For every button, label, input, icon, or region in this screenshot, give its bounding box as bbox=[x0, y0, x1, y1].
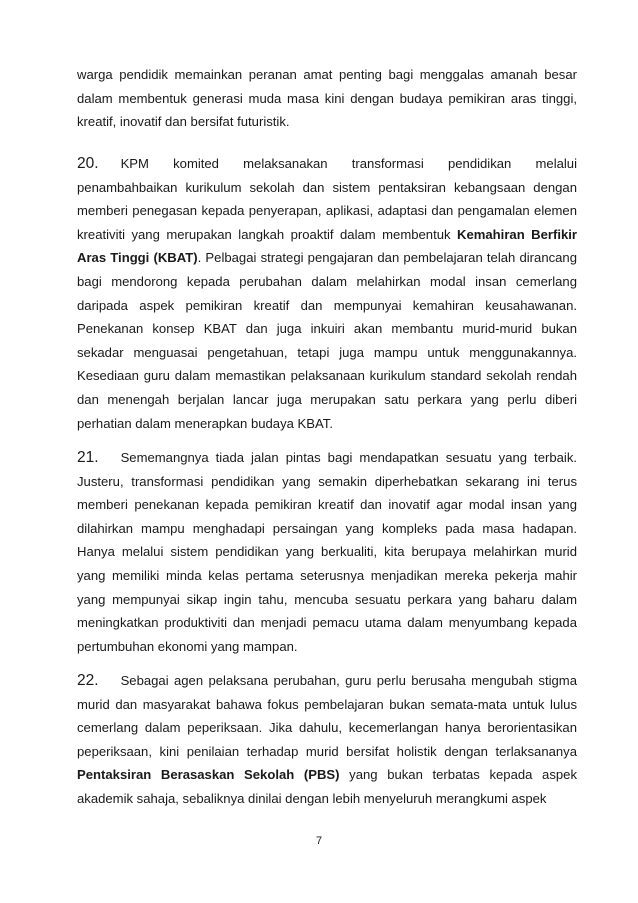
paragraph-21 bbox=[77, 446, 577, 658]
paragraph-22-body bbox=[77, 669, 577, 811]
paragraph-number: 21. bbox=[77, 449, 99, 466]
paragraph-text: Sebagai agen pelaksana perubahan, guru perlu berusaha mengubah stigma murid dan masyarakat bahawa fokus pembelajaran bukan semata-mata untuk lulus cemerlang dalam peperiksaan. Jika dahulu, kecemerlangan hanya berorientasikan peperiksaan, kini penilaian terhadap murid bersifat holistik dengan terlaksananya bbox=[77, 673, 577, 759]
paragraph-text: Sememangnya tiada jalan pintas bagi mendapatkan sesuatu yang terbaik. Justeru, transformasi pendidikan yang semakin diperhebatkan sekarang ini terus memberi penekanan kepada pemikiran kreatif dan inovatif agar modal insan yang dilahirkan mampu menghadapi persaingan yang kompleks pada masa hadapan. Hanya melalui sistem pendidikan yang berkualiti, kita berupaya melahirkan murid yang memiliki minda kelas pertama seterusnya menjadikan mereka pekerja mahir yang mempunyai sikap ingin tahu, mencuba sesuatu perkara yang baharu dalam meningkatkan produktiviti dan menjadi pemacu utama dalam menyumbang kepada pertumbuhan ekonomi yang mampan. bbox=[77, 450, 577, 654]
paragraph-text: yang bukan terbatas kepada aspek akademik sahaja, sebaliknya dinilai dengan lebih menyeluruh merangkumi aspek bbox=[77, 767, 577, 806]
paragraph-20-body bbox=[77, 152, 577, 435]
paragraph-20 bbox=[77, 152, 577, 435]
paragraph-22 bbox=[77, 669, 577, 811]
page-number: 7 bbox=[315, 835, 323, 847]
intro-paragraph bbox=[77, 63, 577, 134]
paragraph-number: 20. bbox=[77, 155, 99, 172]
bold-term-kbat: Kemahiran Berfikir Aras Tinggi (KBAT) bbox=[77, 226, 577, 266]
paragraph-number: 22. bbox=[77, 672, 99, 689]
intro-text: warga pendidik memainkan peranan amat penting bagi menggalas amanah besar dalam membentuk generasi muda masa kini dengan budaya pemikiran aras tinggi, kreatif, inovatif dan bersifat futuristik. bbox=[77, 67, 577, 130]
bold-term-pbs: Pentaksiran Berasaskan Sekolah (PBS) bbox=[77, 767, 340, 783]
paragraph-21-body bbox=[77, 446, 577, 658]
paragraph-text: KPM komited melaksanakan transformasi pendidikan melalui penambahbaikan kurikulum sekolah dan sistem pentaksiran kebangsaan dengan memberi penegasan kepada penyerapan, aplikasi, adaptasi dan pengamalan elemen kreativiti yang merupakan langkah proaktif dalam membentuk bbox=[77, 156, 577, 242]
paragraph-text: . Pelbagai strategi pengajaran dan pembelajaran telah dirancang bagi mendorong kepada perubahan dalam melahirkan modal insan cemerlang daripada aspek pemikiran kreatif dan mempunyai kemahiran keusahawanan. Penekanan konsep KBAT dan juga inkuiri akan membantu murid-murid bukan sekadar menguasai pengetahuan, tetapi juga mampu untuk menggunakannya. Kesediaan guru dalam memastikan pelaksanaan kurikulum standard sekolah rendah dan menengah berjalan lancar juga merupakan satu perkara yang perlu diberi perhatian dalam menerapkan budaya KBAT. bbox=[77, 250, 578, 431]
